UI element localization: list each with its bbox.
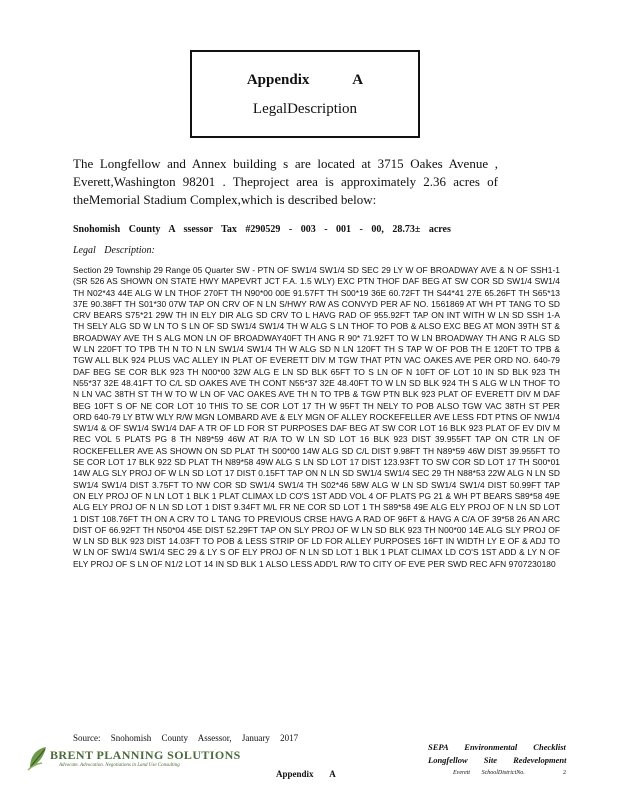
footer-appendix: Appendix A — [276, 769, 336, 779]
assessor-line: Snohomish County A ssessor Tax #290529 - 003 - 001 - 00, 28.73± acres — [73, 224, 451, 235]
leaf-icon — [26, 744, 50, 772]
legal-description-label: Legal Description: — [73, 245, 155, 256]
logo-tagline: Advocate. Advocation. Negotiations in Land Use Consulting — [59, 763, 180, 768]
source-line: Source: Snohomish County Assessor, January 2017 — [73, 733, 299, 743]
intro-paragraph: The Longfellow and Annex building s are located at 3715 Oakes Avenue , Everett,Washington 98201 . Theproject area is approximately 2.36 acres of theMemorial Stadium Complex,which is described below: — [73, 156, 498, 207]
footer-project: Longfellow Site Redevelopment — [428, 755, 567, 765]
legal-description-text: Section 29 Township 29 Range 05 Quarter SW - PTN OF SW1/4 SW1/4 SD SEC 29 LY W OF BROADWAY AVE & N OF SSH1-1 (SR 526 AS SHOWN ON STATE HWY MAPEVRT JCT F.A. 1.5 WLY) EXC PTN THOF DAF BEG AT SW COR SD SW1/4 SW1/4 TH N02*43 44E ALG W LN THOF 270FT TH N90*00 00E 91.57FT TH S00*19 36E 60.72FT TH S44*41 27E 65.26FT TH S65*13 37E 90.38FT TH S01*30 07W TAP ON CRV OF N LN S/HWY R/W AS CONVYD PER AF NO. 1561869 AT WH PT TANG TO SD CRV BEARS S75*21 29W TH IN ELY DIR ALG SD CRV TO L HAVG RAD OF 955.92FT TAP ON INT WITH W LN SD SSH 1-A TH SELY ALG SD W LN TO S LN OF SD SW1/4 SW1/4 TH W ALG S LN THOF TO POB & ALSO EXC BEG AT MON 39TH ST & BROADWAY AVE TH S ALG MON LN OF BROADWAY40FT TH ANG R 90* 71.92FT TO W LN BROADWAY TH ANG R ALG SD W LN 220FT TO TPB TH N TO N LN SW1/4 SW1/4 TH W ALG SD N LN 120FT TH S TAP W OF POB TH E 120FT TO TPB & TGW ALL BLK 924 PLUS VAC ALLEY IN PLAT OF EVERETT DIV M TGW THAT PTN VAC OAKES AVE PER ORD NO. 640-79 DAF BEG SE COR BLK 923 TH N00*00 32W ALG E LN SD BLK 65FT TO S LN OF N 10FT OF LOT 10 IN SD BLK 923 TH N55*37 32E 48.41FT TO C/L SD OAKES AVE TH CONT N55*37 32E 48.40FT TO W LN SD BLK 924 TH S ALG W LN THOF TO N LN VAC 38TH ST TH W TO W LN OF VAC OAKES AVE TH N TO TPB & TGW PTN BLK 923 PLAT OF EVERETT DIV M DAF BEG 10FT S OF NE COR LOT 10 THIS TO SE COR LOT 17 TH W 95FT TH NELY TO POB ALSO TGW VAC 38TH ST PER ORD 640-79 LY BTW WLY R/W MGN LOMBARD AVE & ELY MGN OF ALLEY ROCKEFELLER AVE LESS FDT PTNS OF NW1/4 SW1/4 & OF SW1/4 SW1/4 DAF A TR OF LD FOR ST PURPOSES DAF BEG AT SW COR LOT 16 BLK 923 PLAT OF EV DIV M REC VOL 5 PLATS PG 8 TH N89*59 46W AT R/A TO W LN SD LOT 16 BLK 923 DIST 39.955FT TAP ON CTR LN OF ROCKEFELLER AVE AS SHOWN ON SD PLAT TH S00*00 14W ALG SD C/L DIST 9.98FT TH N89*59 46W DIST 39.955FT TO SE COR LOT 17 BLK 922 SD PLAT TH N89*58 49W ALG S LN SD LOT 17 DIST 123.93FT TO SW COR SD LOT 17 TH S00*01 14W ALG SLY PROJ OF W LN SD LOT 17 DIST 0.15FT TAP ON N LN SD SW1/4 SW1/4 SEC 29 TH N88*53 22W ALG N LN SD SW1/4 SW1/4 DIST 3.75FT TO NW COR SD SW1/4 SW1/4 TH S02*46 58W ALG W LN SD SW1/4 SW1/4 DIST 50.99FT TAP ON ELY PROJ OF N LN LOT 1 BLK 1 PLAT CLIMAX LD CO'S 1ST ADD VOL 4 OF PLATS PG 21 & WH PT BEARS S89*58 49E ALG ELY PROJ OF N LN SD LOT 1 DIST 9.34FT M/L FR NE COR SD LOT 1 TH S89*58 49E ALG ELY PROJ OF N LN SD LOT 1 DIST 108.76FT TH ON A CRV TO L TANG TO PREVIOUS CRSE HAVG A RAD OF 96FT & HAVG A C/A OF 39*58 26 AN ARC DIST OF 66.92FT TH N50*04 45E DIST 52.29FT TAP ON SLY PROJ OF W LN SD BLK 923 TH N00*00 14E ALG SLY PROJ OF W LN SD BLK 923 DIST 14.03FT TO POB & LESS STRIP OF LD FOR ALLEY PURPOSES 16FT IN WIDTH LY E OF & ADJ TO W LN OF SW1/4 SW1/4 SEC 29 & LY S OF ELY PROJ OF N LN SD LOT 1 BLK 1 PLAT CLIMAX LD CO'S 1ST ADD & LY N OF ELY PROJ OF S LN OF N1/2 LOT 14 IN SD BLK 1 ALSO LESS ADD'L R/W TO CITY OF EVE PER SWD REC AFN 9707230180 — [73, 265, 560, 569]
footer-checklist: SEPA Environmental Checklist — [428, 742, 566, 752]
appendix-title: Appendix A — [246, 72, 364, 88]
appendix-subtitle: LegalDescription — [252, 101, 358, 117]
footer-district: Everett SchoolDistrictNo. — [453, 770, 525, 776]
logo-name: BRENT PLANNING SOLUTIONS — [50, 748, 241, 762]
appendix-title-box — [190, 50, 420, 138]
page-number: 2 — [563, 770, 566, 776]
brent-planning-logo — [26, 744, 241, 776]
